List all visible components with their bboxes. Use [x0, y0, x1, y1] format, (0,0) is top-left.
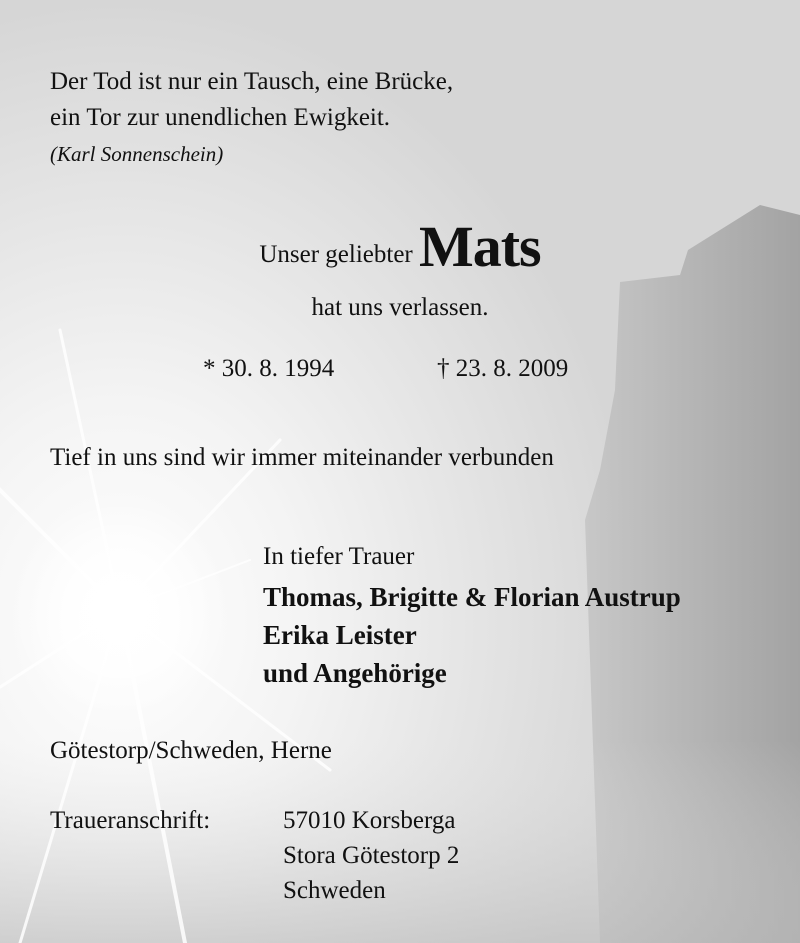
birth-date: * 30. 8. 1994 [203, 355, 335, 382]
death-date: † 23. 8. 2009 [437, 355, 569, 382]
address-line: Stora Götestorp 2 [283, 842, 460, 869]
mourner-name: und Angehörige [263, 658, 447, 688]
mourners-heading: In tiefer Trauer [263, 543, 415, 570]
quote-line-1: Der Tod ist nur ein Tausch, eine Brücke, [50, 68, 454, 95]
sun-glow [10, 500, 230, 720]
announcement-intro: Unser geliebter [259, 241, 413, 268]
deceased-name: Mats [419, 214, 541, 279]
mourner-name: Erika Leister [263, 620, 417, 650]
quote-author: (Karl Sonnenschein) [50, 142, 224, 166]
address-label: Traueranschrift: [50, 807, 211, 834]
address-line: Schweden [283, 877, 386, 904]
quote-line-2: ein Tor zur unendlichen Ewigkeit. [50, 104, 391, 131]
address-line: 57010 Korsberga [283, 807, 456, 834]
motto: Tief in uns sind wir immer miteinander verbunden [50, 444, 554, 471]
announcement-heading [0, 214, 800, 279]
mourner-name: Thomas, Brigitte & Florian Austrup [263, 582, 681, 612]
announcement-line-2: hat uns verlassen. [311, 294, 489, 321]
place: Götestorp/Schweden, Herne [50, 737, 332, 764]
